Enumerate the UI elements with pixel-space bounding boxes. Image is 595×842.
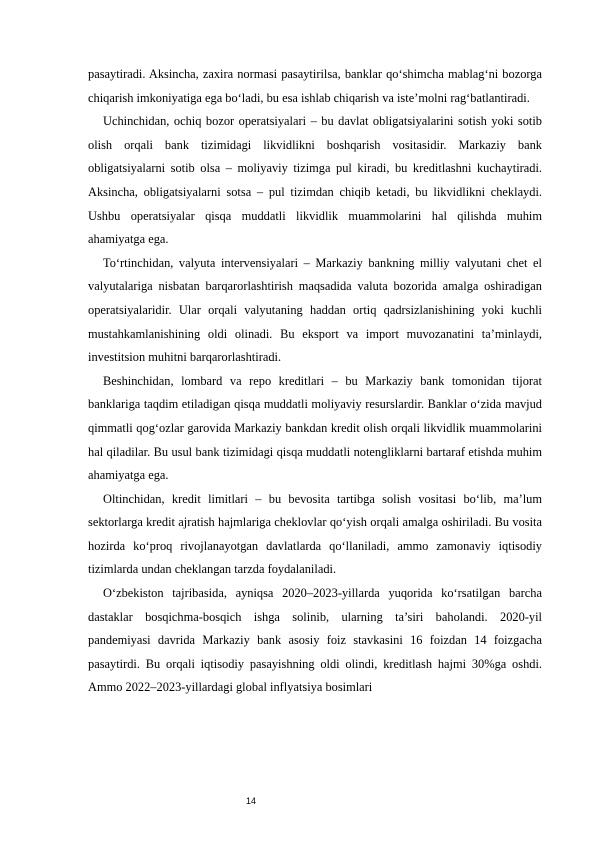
paragraph-lombard-repo-credits: Beshinchidan, lombard va repo kreditlari – bu Markaziy bank tomonidan tijorat banklariga taqdim etiladigan qisqa muddatli moliyaviy resurslardir. Banklar o‘zida mavjud qimmatli qog‘ozlar garovida Markaziy bankdan kredit olish orqali likvidlik muammolarini hal qiladilar. Bu usul bank tizimidagi qisqa muddatli notengliklarni bartaraf etishda muhim ahamiyatga ega.: [88, 373, 542, 483]
paragraph-uzbekistan-experience: O‘zbekiston tajribasida, ayniqsa 2020–2023-yillarda yuqorida ko‘rsatilgan barcha dastaklar bosqichma-bosqich ishga solinib, ularning ta’siri baholandi. 2020-yil pandemiyasi davrida Markaziy bank asosiy foiz stavkasini 16 foizdan 14 foizgacha pasaytirdi. Bu orqali iqtisodiy pasayishning oldi olindi, kreditlash hajmi 30%ga oshdi. Ammo 2022–2023-yillardagi global inflyatsiya bosimlari: [88, 586, 542, 695]
paragraph-open-market-operations: Uchinchidan, ochiq bozor operatsiyalari – bu davlat obligatsiyalarini sotish yoki sotib olish orqali bank tizimidagi likvidlikni boshqarish vositasidir. Markaziy bank obligatsiyalarni sotib olsa – moliyaviy tizimga pul kiradi, bu kreditlashni kuchaytiradi. Aksincha, obligatsiyalarni sotsa – pul tizimdan chiqib ketadi, bu likvidlikni cheklaydi. Ushbu operatsiyalar qisqa muddatli likvidlik muammolarini hal qilishda muhim ahamiyatga ega.: [88, 114, 542, 247]
paragraph-currency-interventions: To‘rtinchidan, valyuta intervensiyalari – Markaziy bankning milliy valyutani chet el valyutalariga nisbatan barqarorlashtirish maqsadida valuta bozorida amalga oshiradigan operatsiyalaridir. Ular orqali valyutaning haddan ortiq qadrsizlanishining yoki kuchli mustahkamlanishining oldi olinadi. Bu eksport va import muvozanatini ta’minlaydi, investitsion muhitni barqarorlashtiradi.: [88, 255, 542, 365]
page-body: [88, 63, 542, 700]
page-number: 14: [245, 796, 256, 806]
paragraph-reserve-requirement: pasaytiradi. Aksincha, zaxira normasi pasaytirilsa, banklar qo‘shimcha mablag‘ni bozorga chiqarish imkoniyatiga ega bo‘ladi, bu esa ishlab chiqarish va iste’molni rag‘batlantiradi.: [88, 67, 542, 105]
paragraph-credit-limits: Oltinchidan, kredit limitlari – bu bevosita tartibga solish vositasi bo‘lib, ma’lum sektorlarga kredit ajratish hajmlariga cheklovlar qo‘yish orqali amalga oshiriladi. Bu vosita hozirda ko‘proq rivojlanayotgan davlatlarda qo‘llaniladi, ammo zamonaviy iqtisodiy tizimlarda undan cheklangan tarzda foydalaniladi.: [88, 491, 542, 577]
